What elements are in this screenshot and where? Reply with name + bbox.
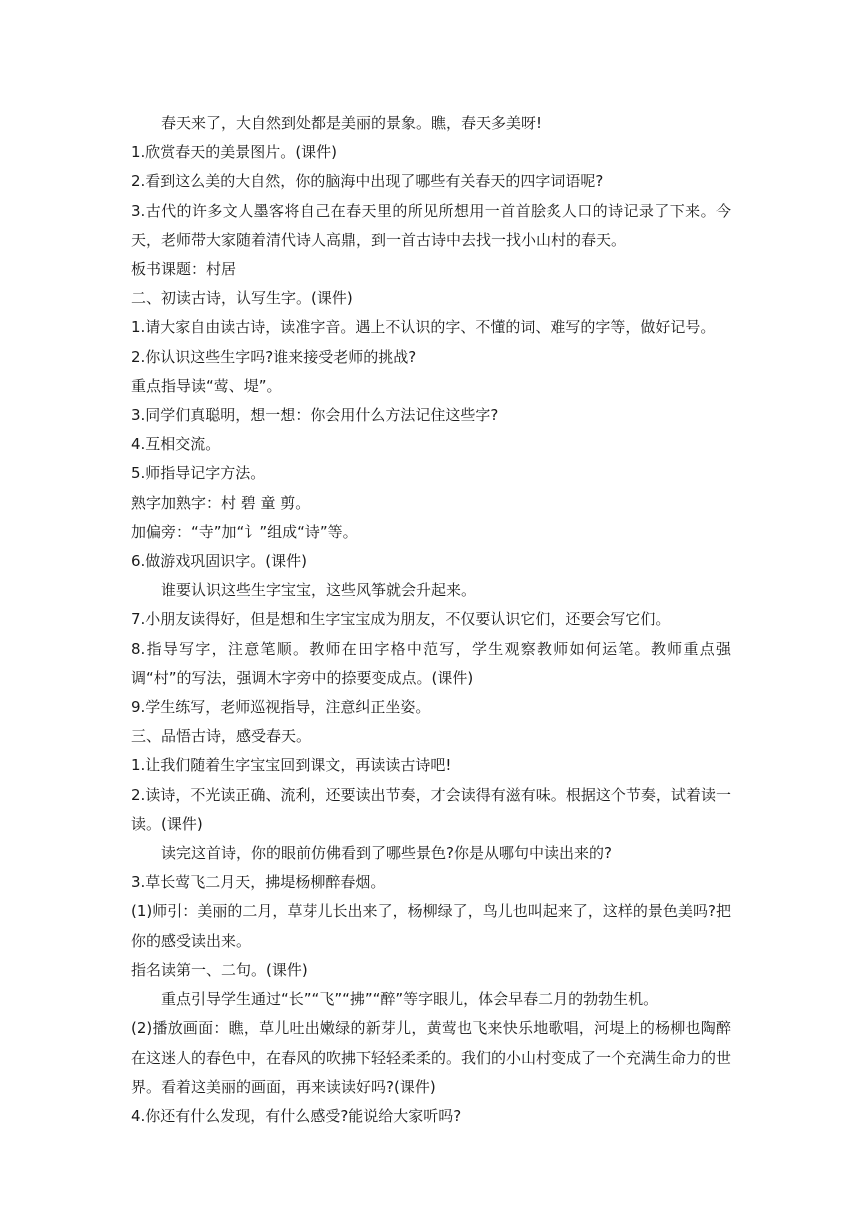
paragraph: (1)师引：美丽的二月，草芽儿长出来了，杨柳绿了，鸟儿也叫起来了，这样的景色美吗?把你的感受读出来。 <box>131 902 731 950</box>
paragraph: 板书课题：村居 <box>131 260 237 279</box>
paragraph: 1.请大家自由读古诗，读准字音。遇上不认识的字、不懂的词、难写的字等，做好记号。 <box>131 318 716 337</box>
paragraph: 3.同学们真聪明，想一想：你会用什么方法记住这些字? <box>131 406 499 425</box>
lesson-plan-body <box>131 109 731 1131</box>
paragraph: 1.欣赏春天的美景图片。(课件) <box>131 143 338 162</box>
paragraph: 指名读第一、二句。(课件) <box>131 960 308 979</box>
paragraph: 3.草长莺飞二月天，拂堤杨柳醉春烟。 <box>131 873 386 892</box>
paragraph: 6.做游戏巩固识字。(课件) <box>131 552 308 571</box>
paragraph: 8.指导写字，注意笔顺。教师在田字格中范写，学生观察教师如何运笔。教师重点强调“村”的写法，强调木字旁中的捺要变成点。(课件) <box>131 639 731 687</box>
paragraph: 7.小朋友读得好，但是想和生字宝宝成为朋友，不仅要认识它们，还要会写它们。 <box>131 610 671 629</box>
paragraph: 5.师指导记字方法。 <box>131 464 266 483</box>
paragraph: 熟字加熟字：村 碧 童 剪。 <box>131 493 311 512</box>
paragraph: 加偏旁：“寺”加“讠”组成“诗”等。 <box>131 522 358 541</box>
paragraph: 3.古代的许多文人墨客将自己在春天里的所见所想用一首首脍炙人口的诗记录了下来。今天，老师带大家随着清代诗人高鼎，到一首古诗中去找一找小山村的春天。 <box>131 201 731 249</box>
paragraph: 2.看到这么美的大自然，你的脑海中出现了哪些有关春天的四字词语呢? <box>131 172 604 191</box>
paragraph: 1.让我们随着生字宝宝回到课文，再读读古诗吧! <box>131 756 452 775</box>
paragraph: 谁要认识这些生字宝宝，这些风筝就会升起来。 <box>161 581 477 600</box>
paragraph: 二、初读古诗，认写生字。(课件) <box>131 289 353 308</box>
paragraph: 2.读诗，不光读正确、流利，还要读出节奏，才会读得有滋有味。根据这个节奏，试着读一读。(课件) <box>131 785 731 833</box>
paragraph: 2.你认识这些生字吗?谁来接受老师的挑战? <box>131 347 417 366</box>
paragraph: 4.你还有什么发现，有什么感受?能说给大家听吗? <box>131 1106 462 1125</box>
paragraph: 重点指导读“莺、堤”。 <box>131 376 282 395</box>
paragraph: 9.学生练写，老师巡视指导，注意纠正坐姿。 <box>131 698 431 717</box>
paragraph: 4.互相交流。 <box>131 435 221 454</box>
paragraph: 重点引导学生通过“长”“飞”“拂”“醉”等字眼儿，体会早春二月的勃勃生机。 <box>161 990 659 1009</box>
paragraph: 三、品悟古诗，感受春天。 <box>131 727 312 746</box>
paragraph: 读完这首诗，你的眼前仿佛看到了哪些景色?你是从哪句中读出来的? <box>161 844 612 863</box>
paragraph: 春天来了，大自然到处都是美丽的景象。瞧，春天多美呀! <box>161 114 543 132</box>
paragraph: (2)播放画面：瞧，草儿吐出嫩绿的新芽儿，黄莺也飞来快乐地歌唱，河堤上的杨柳也陶醉在这迷人的春色中，在春风的吹拂下轻轻柔柔的。我们的小山村变成了一个充满生命力的世界。看着这美丽的画面，再来读读好吗?(课件) <box>131 1019 732 1096</box>
